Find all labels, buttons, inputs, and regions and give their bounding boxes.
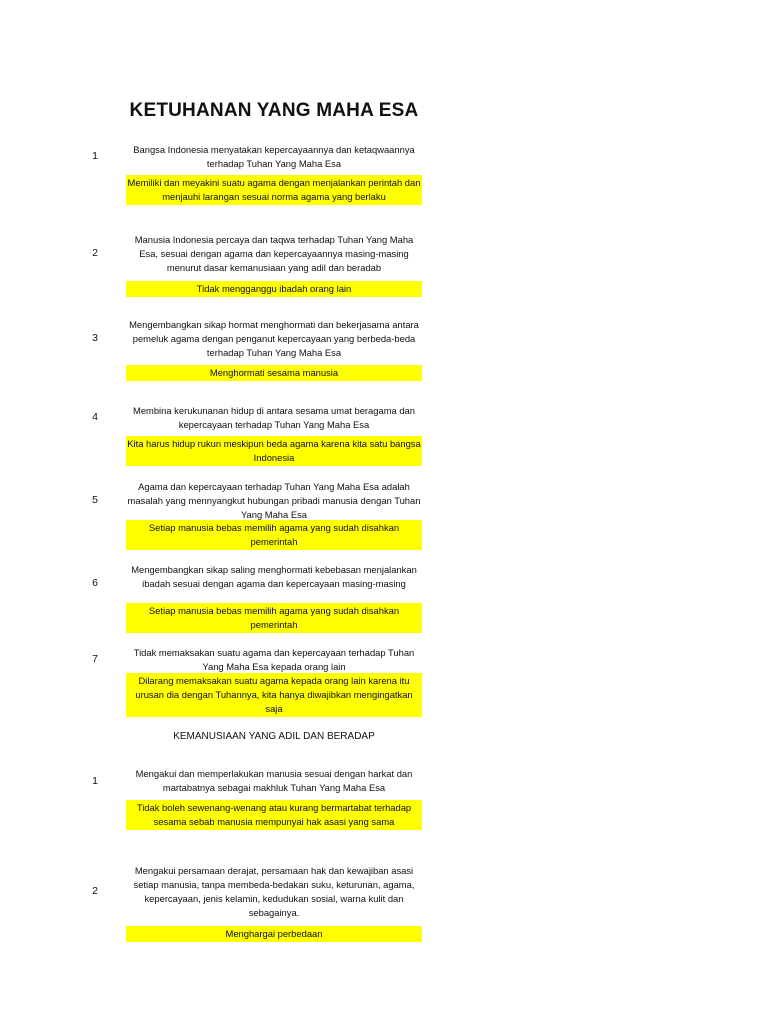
item-number: 6 <box>92 577 98 589</box>
principle-statement: Mengakui dan memperlakukan manusia sesuai dengan harkat dan martabatnya sebagai makhluk Tuhan Yang Maha Esa <box>135 768 413 793</box>
highlighted-example: Setiap manusia bebas memilih agama yang sudah disahkan pemerintah <box>126 603 422 633</box>
principle-statement: Bangsa Indonesia menyatakan kepercayaannya dan ketaqwaannya terhadap Tuhan Yang Maha Esa <box>133 144 415 169</box>
highlighted-example: Kita harus hidup rukun meskipun beda agama karena kita satu bangsa Indonesia <box>126 436 422 466</box>
item-number: 7 <box>92 653 98 665</box>
principle-statement: Mengakui persamaan derajat, persamaan hak dan kewajiban asasi setiap manusia, tanpa membeda-bedakan suku, keturunan, agama, kepercayaan, jenis kelamin, kedudukan sosial, warna kulit dan sebagainya. <box>133 865 415 918</box>
highlighted-example: Menghormati sesama manusia <box>126 365 422 381</box>
highlighted-example: Menghargai perbedaan <box>126 926 422 942</box>
principle-statement: Agama dan kepercayaan terhadap Tuhan Yang Maha Esa adalah masalah yang mennyangkut hubungan pribadi manusia dengan Tuhan Yang Maha Esa <box>127 481 421 520</box>
principle-statement: Mengembangkan sikap saling menghormati kebebasan menjalankan ibadah sesuai dengan agama dan kepercayaan masing-masing <box>131 564 417 589</box>
item-number: 1 <box>92 150 98 162</box>
principle-statement: Tidak memaksakan suatu agama dan kepercayaan terhadap Tuhan Yang Maha Esa kepada orang lain <box>133 647 415 672</box>
item-number: 2 <box>92 247 98 259</box>
item-number: 3 <box>92 332 98 344</box>
item-number: 2 <box>92 885 98 897</box>
highlighted-example: Memiliki dan meyakini suatu agama dengan menjalankan perintah dan menjauhi larangan sesuai norma agama yang berlaku <box>126 175 422 205</box>
section2-title: KEMANUSIAAN YANG ADIL DAN BERADAP <box>173 731 375 742</box>
highlighted-example: Setiap manusia bebas memilih agama yang sudah disahkan pemerintah <box>126 520 422 550</box>
highlighted-example: Tidak boleh sewenang-wenang atau kurang bermartabat terhadap sesama sebab manusia mempunyai hak asasi yang sama <box>126 800 422 830</box>
item-number: 5 <box>92 494 98 506</box>
section1-title: KETUHANAN YANG MAHA ESA <box>129 100 419 121</box>
highlighted-example: Tidak mengganggu ibadah orang lain <box>126 281 422 297</box>
principle-statement: Mengembangkan sikap hormat menghormati dan bekerjasama antara pemeluk agama dengan penganut kepercayaan yang berbeda-beda terhadap Tuhan Yang Maha Esa <box>129 319 419 358</box>
item-number: 4 <box>92 411 98 423</box>
principle-statement: Membina kerukunanan hidup di antara sesama umat beragama dan kepercayaan terhadap Tuhan Yang Maha Esa <box>133 405 415 430</box>
highlighted-example: Dilarang memaksakan suatu agama kepada orang lain karena itu urusan dia dengan Tuhannya, kita hanya diwajibkan mengingatkan saja <box>126 673 422 717</box>
item-number: 1 <box>92 775 98 787</box>
principle-statement: Manusia Indonesia percaya dan taqwa terhadap Tuhan Yang Maha Esa, sesuai dengan agama dan kepercayaannya masing-masing menurut dasar kemanusiaan yang adil dan beradab <box>134 234 414 273</box>
